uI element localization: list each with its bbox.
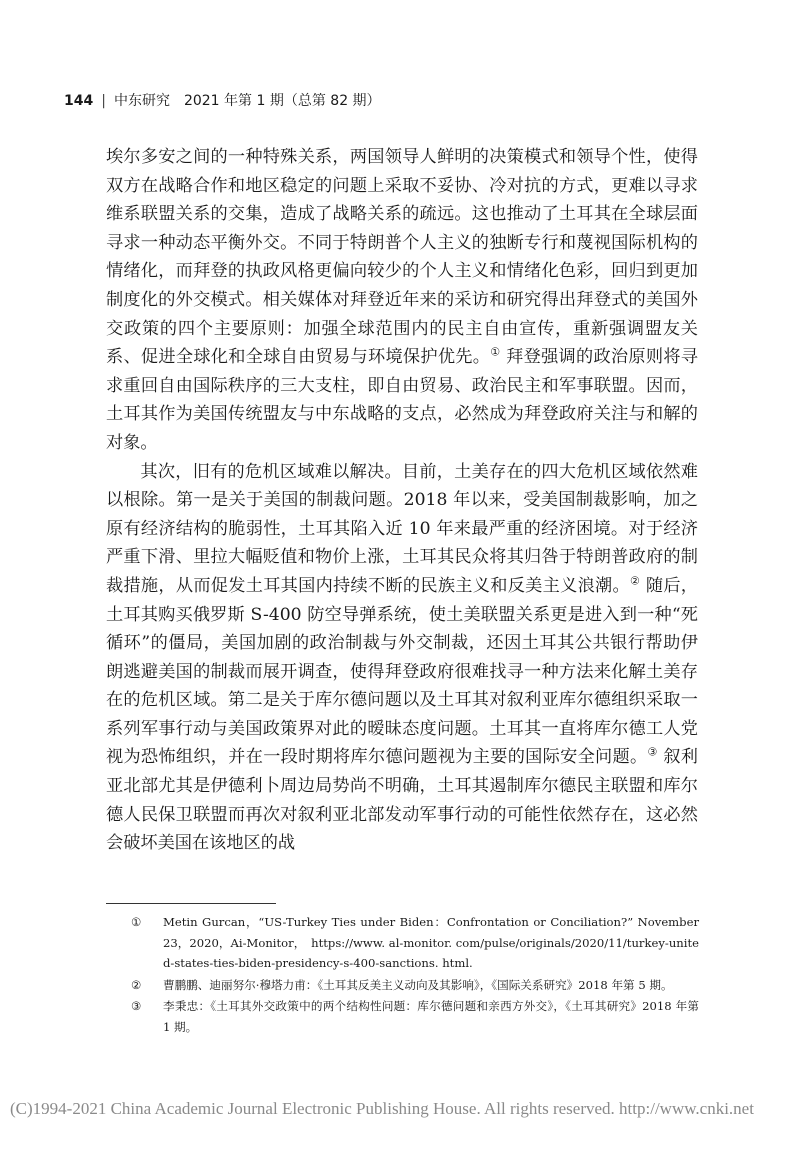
paragraph-1 xyxy=(106,143,698,458)
paragraph-2-text-b: 随后，土耳其购买俄罗斯 S-400 防空导弹系统，使土美联盟关系更是进入到一种“死循环”的僵局，美国加剧的政治制裁与外交制裁，还因土耳其公共银行帮助伊朗逃避美国的制裁而展开调查，使得拜登政府很难找寻一种方法来化解土美存在的危机区域。第二是关于库尔德问题以及土耳其对叙利亚库尔德组织采取一系列军事行动与美国政策界对此的暧昧态度问题。土耳其一直将库尔德工人党视为恐怖组织，并在一段时期将库尔德问题视为主要的国际安全问题。 xyxy=(106,575,698,768)
body-text xyxy=(106,143,698,858)
footnotes xyxy=(131,912,699,1038)
footnote-3 xyxy=(131,996,699,1037)
paragraph-1-text-b: 拜登强调的政治原则将寻求重回自由国际秩序的三大支柱，即自由贸易、政治民主和军事联盟。因而，土耳其作为美国传统盟友与中东战略的支点，必然成为拜登政府关注与和解的对象。 xyxy=(106,347,698,453)
page-number: 144 xyxy=(64,93,94,109)
footnote-mark-3: ③ xyxy=(131,999,142,1013)
header-separator: | xyxy=(101,93,106,109)
paragraph-2 xyxy=(106,458,698,858)
journal-issue: 中东研究 2021 年第 1 期（总第 82 期） xyxy=(113,93,381,109)
footnote-divider xyxy=(106,903,276,904)
footnote-mark-1: ① xyxy=(131,915,142,929)
paragraph-2-text-a: 其次，旧有的危机区域难以解决。目前，土美存在的四大危机区域依然难以根除。第一是关于美国的制裁问题。2018 年以来，受美国制裁影响，加之原有经济结构的脆弱性，土耳其陷入近 10 年来最严重的经济困境。对于经济严重下滑、里拉大幅贬值和物价上涨，土耳其民众将其归咎于特朗普政府的制裁措施，从而促发土耳其国内持续不断的民族主义和反美主义浪潮。 xyxy=(106,461,698,596)
footnote-ref-3[interactable]: ③ xyxy=(647,745,658,759)
footnote-1 xyxy=(131,912,699,974)
paragraph-2-text-c: 叙利亚北部尤其是伊德利卜周边局势尚不明确，土耳其遏制库尔德民主联盟和库尔德人民保卫联盟而再次对叙利亚北部发动军事行动的可能性依然存在，这必然会破坏美国在该地区的战 xyxy=(106,747,698,854)
footnote-text-3: 李秉忠：《土耳其外交政策中的两个结构性问题：库尔德问题和亲西方外交》，《土耳其研究》2018 年第 1 期。 xyxy=(163,999,699,1034)
footnote-ref-2[interactable]: ② xyxy=(629,574,641,588)
footnote-text-2: 曹鹏鹏、迪丽努尔·穆塔力甫：《土耳其反美主义动向及其影响》，《国际关系研究》2018 年第 5 期。 xyxy=(163,977,673,992)
footnote-2 xyxy=(131,975,699,996)
footnote-ref-1[interactable]: ① xyxy=(490,345,501,359)
running-header xyxy=(64,92,381,110)
footnote-mark-2: ② xyxy=(131,977,142,992)
paragraph-1-text-a: 埃尔多安之间的一种特殊关系，两国领导人鲜明的决策模式和领导个性，使得双方在战略合作和地区稳定的问题上采取不妥协、冷对抗的方式，更难以寻求维系联盟关系的交集，造成了战略关系的疏远。这也推动了土耳其在全球层面寻求一种动态平衡外交。不同于特朗普个人主义的独断专行和蔑视国际机构的情绪化，而拜登的执政风格更偏向较少的个人主义和情绪化色彩，回归到更加制度化的外交模式。相关媒体对拜登近年来的采访和研究得出拜登式的美国外交政策的四个主要原则：加强全球范围内的民主自由宣传，重新强调盟友关系、促进全球化和全球自由贸易与环境保护优先。 xyxy=(106,147,698,368)
copyright-watermark: (C)1994-2021 China Academic Journal Electronic Publishing House. All rights reserved. http://www.cnki.net xyxy=(10,1099,754,1118)
footnote-text-1: Metin Gurcan，“US-Turkey Ties under Biden：Confrontation or Conciliation?” November 23，2020，Ai-Monitor， https://www. al-monitor. com/pulse/originals/2020/11/turkey-united-states-ties-biden-presidency-s-400-sanctions. html. xyxy=(163,915,699,970)
